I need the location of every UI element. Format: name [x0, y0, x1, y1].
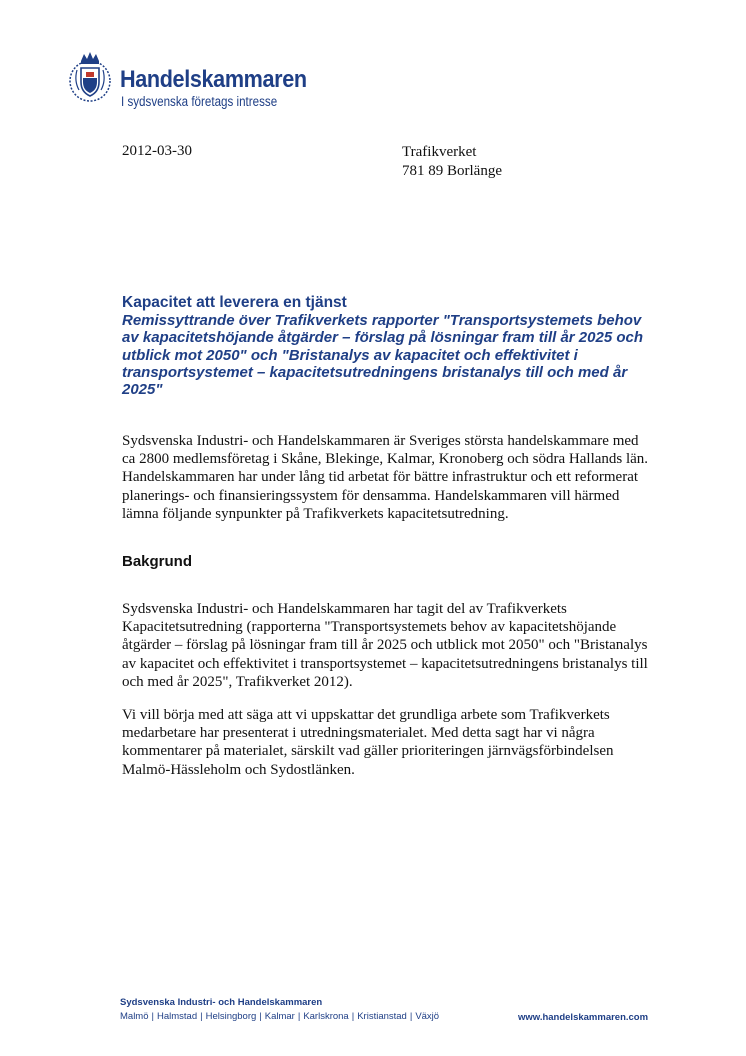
footer-city: Kalmar — [264, 1011, 295, 1022]
recipient-name: Trafikverket — [402, 144, 477, 160]
section-title: Bakgrund — [122, 553, 193, 570]
footer-website-link[interactable]: www.handelskammaren.com — [518, 1012, 649, 1023]
logo-tagline: I sydsvenska företags intresse — [121, 94, 278, 109]
chamber-crest-icon — [67, 48, 113, 112]
letter-date: 2012-03-30 — [122, 143, 192, 159]
recipient-postal: 781 89 Borlänge — [402, 163, 502, 179]
section-paragraph-1: Sydsvenska Industri- och Handelskammaren har tagit del av Trafikverkets Kapacitetsutredning (rapporterna "Transportsystemets behov av kapacitetshöjande åtgärder – förslag på lösningar fram till år 2025 och utblick mot 2050" och "Bristanalys av kapacitet och effektivitet i transportsystemet – kapacitetsutredningens bristanalys till och med år 2025", Trafikverket 2012). — [122, 601, 648, 690]
footer-city: Växjö — [415, 1011, 440, 1022]
footer-city: Karlskrona — [303, 1011, 349, 1022]
document-title: Kapacitet att leverera en tjänst — [122, 294, 347, 311]
letterhead-logo — [67, 48, 317, 118]
footer-city: Halmstad — [156, 1011, 198, 1022]
footer-organization: Sydsvenska Industri- och Handelskammaren — [120, 997, 323, 1008]
intro-paragraph: Sydsvenska Industri- och Handelskammaren är Sveriges största handelskammare med ca 2800 medlemsföretag i Skåne, Blekinge, Kalmar, Kronoberg och södra Hallands län. Handelskammaren har under lång tid arbetat för bättre infrastruktur och ett reformerat planerings- och finansieringssystem för densamma. Handelskammaren vill härmed lämna följande synpunkter på Trafikverkets kapacitetsutredning. — [122, 433, 649, 522]
footer-city: Malmö — [120, 1011, 149, 1022]
footer-cities: Malmö | Halmstad | Helsingborg | Kalmar | Karlskrona | Kristianstad | Växjö — [120, 1011, 440, 1022]
footer-city: Kristianstad — [357, 1011, 407, 1022]
footer-city: Helsingborg — [205, 1011, 257, 1022]
logo-name: Handelskammaren — [120, 66, 307, 93]
document-subtitle: Remissyttrande över Trafikverkets rapporter "Transportsystemets behov av kapacitetshöjande åtgärder – förslag på lösningar fram till år 2025 och utblick mot 2050" och "Bristanalys av kapacitet och effektivitet i transportsystemet – kapacitetsutredningens bristanalys till och med år 2025" — [122, 312, 644, 399]
recipient-address — [402, 143, 502, 181]
section-paragraph-2: Vi vill börja med att säga att vi uppskattar det grundliga arbete som Trafikverkets medarbetare har presenterat i utredningsmaterialet. Med detta sagt har vi några kommentarer på materialet, särskilt vad gäller prioriteringen järnvägsförbindelsen Malmö-Hässleholm och Sydostlänken. — [122, 707, 614, 778]
